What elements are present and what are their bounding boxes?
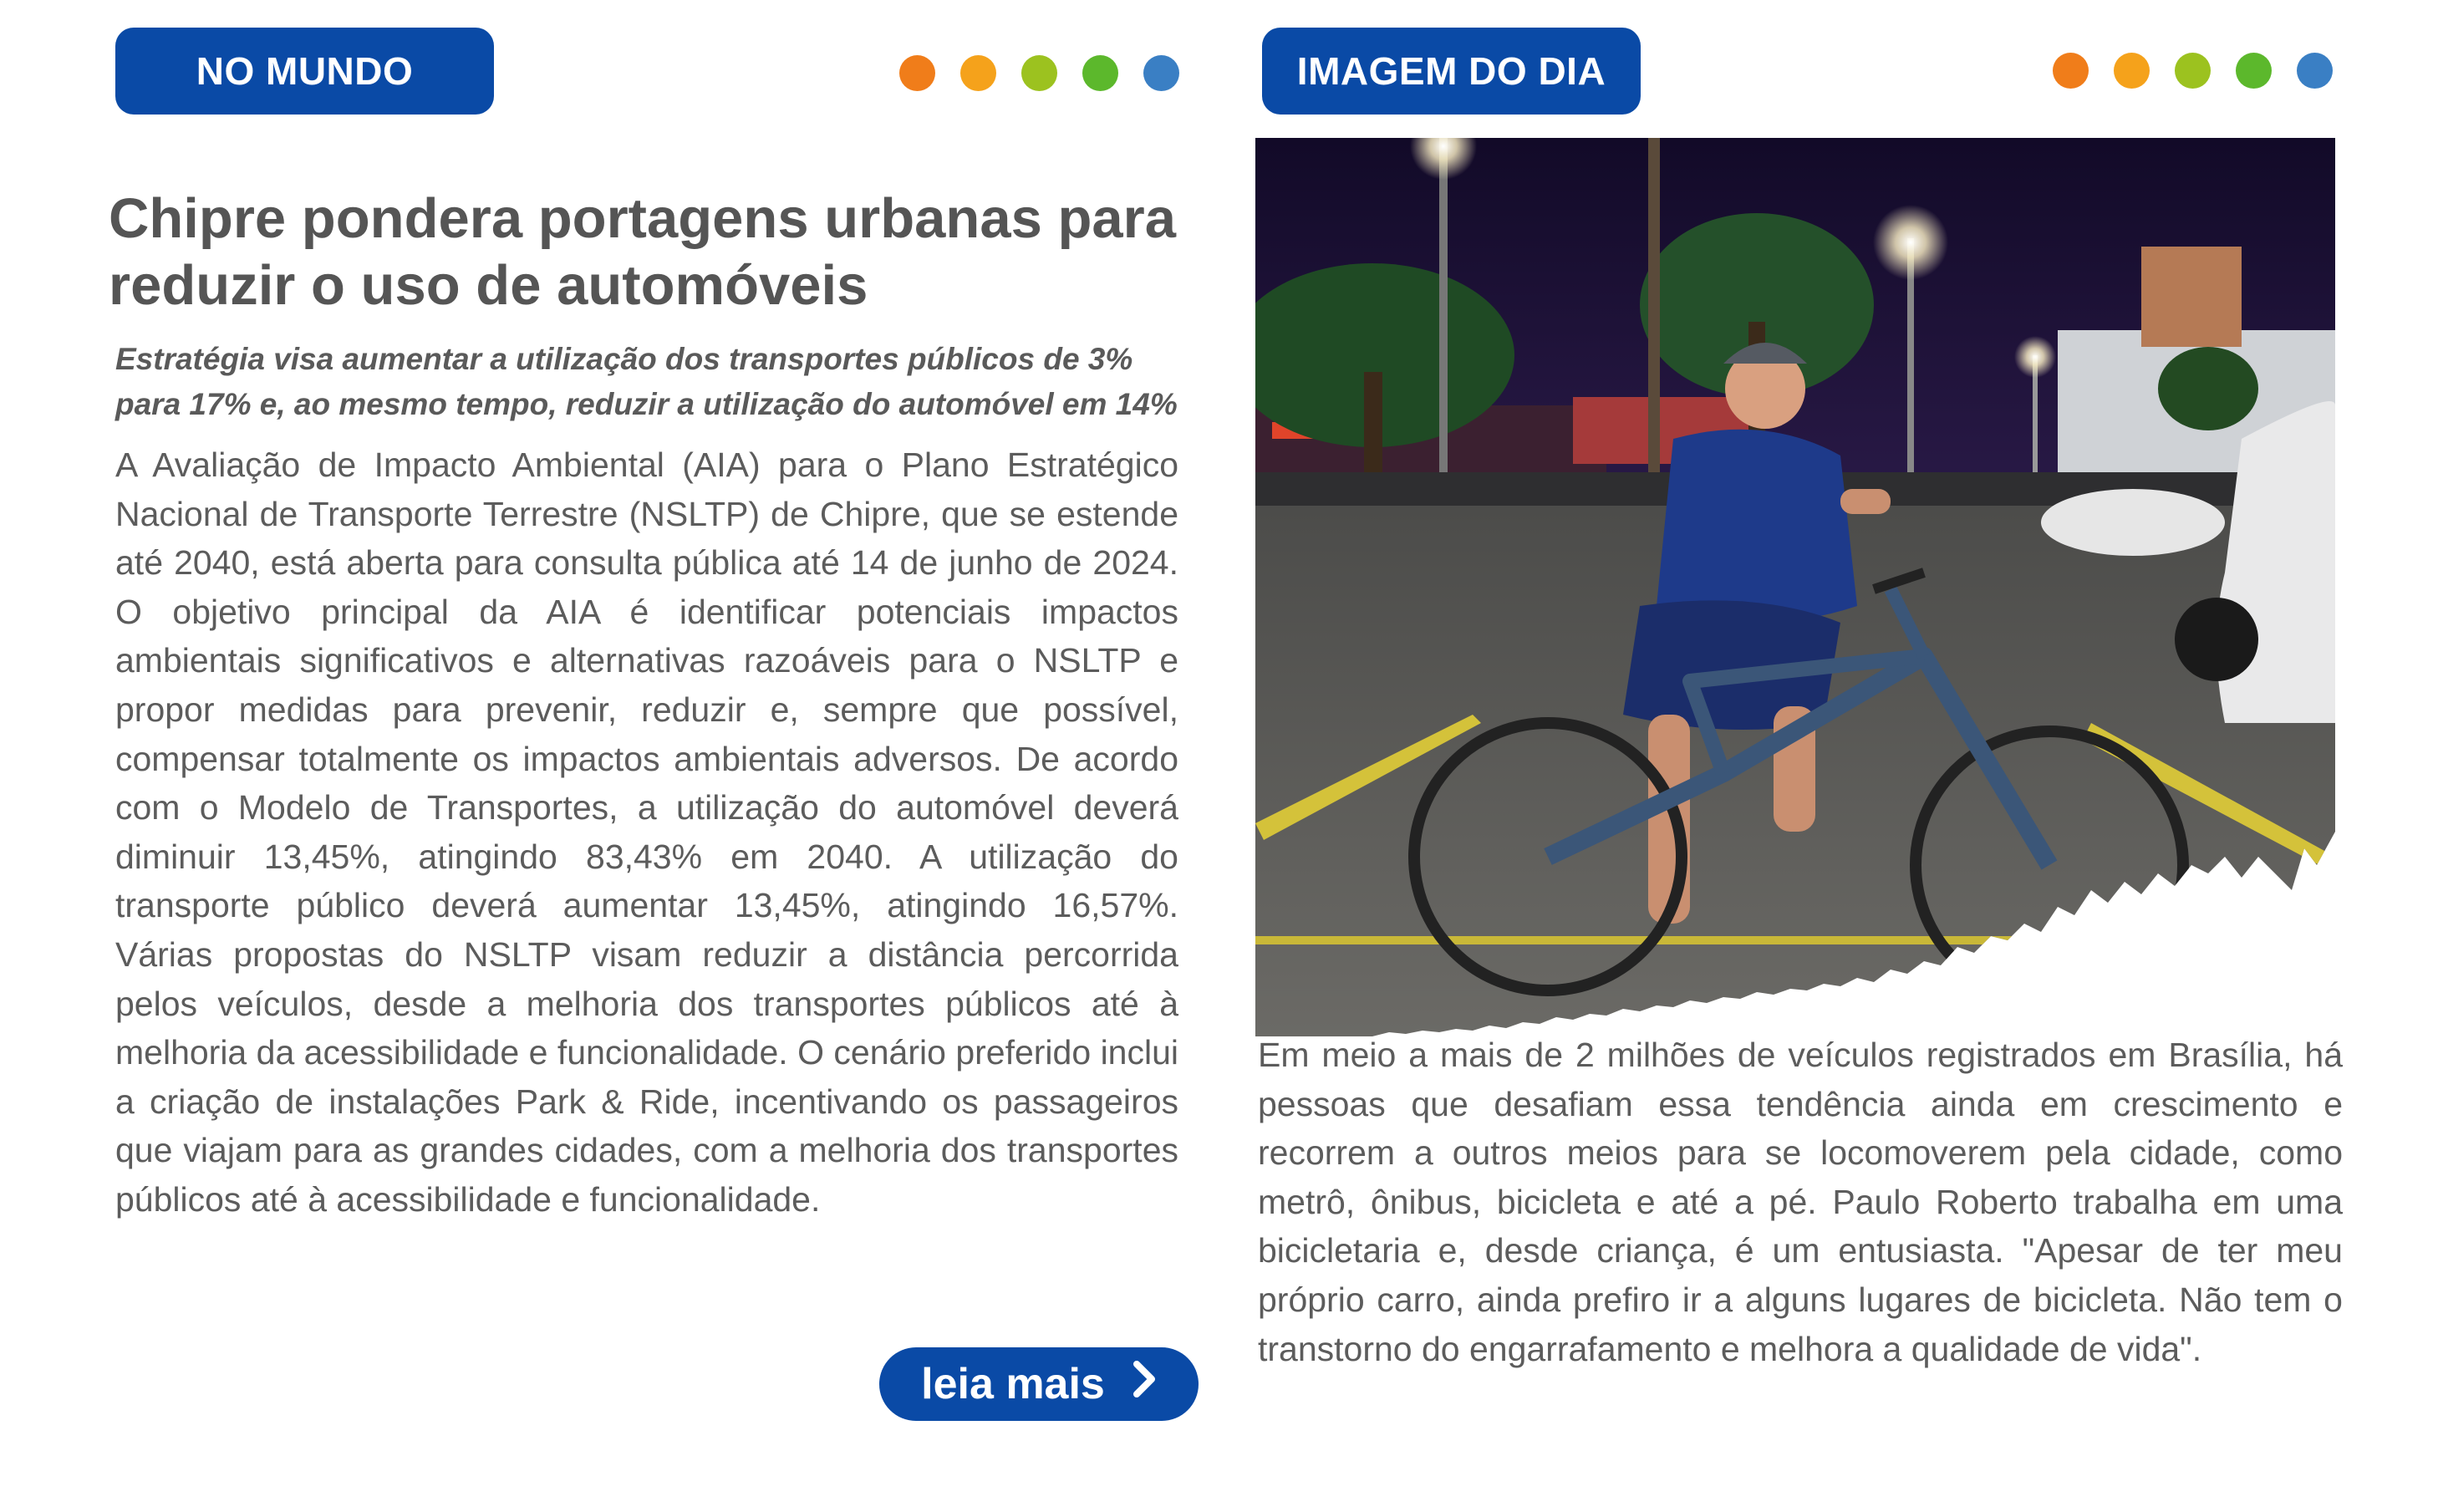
dot-amber — [2114, 53, 2150, 89]
dot-blue — [2297, 53, 2333, 89]
chevron-right-icon — [1132, 1358, 1157, 1410]
section-label-no-mundo: NO MUNDO — [115, 28, 494, 115]
dot-green — [2236, 53, 2272, 89]
photo-caption: Em meio a mais de 2 milhões de veículos registrados em Brasília, há pessoas que desafiam essa tendência ainda em crescimento e recorrem a outros meios para se locomoverem pela cidade, como metrô, ônibus, bicicleta e até a pé. Paulo Roberto trabalha em uma bicicletaria e, desde criança, é um entusiasta. "Apesar de ter meu próprio carro, ainda prefiro ir a alguns lugares de bicicleta. Não tem o transtorno do engarrafamento e melhora a qualidade de vida". — [1258, 1036, 2343, 1368]
dot-amber — [960, 55, 996, 91]
decorative-dots — [899, 55, 1204, 92]
dot-blue — [1143, 55, 1179, 91]
dot-lime — [2175, 53, 2211, 89]
article-subheadline: Estratégia visa aumentar a utilização dos transportes públicos de 3% para 17% e, ao mesmo tempo, reduzir a utilização do automóvel em 14% — [115, 342, 1178, 421]
dot-lime — [1021, 55, 1057, 91]
dot-orange — [2053, 53, 2089, 89]
article-headline: Chipre pondera portagens urbanas para reduzir o uso de automóveis — [109, 187, 1176, 317]
section-label-imagem-do-dia: IMAGEM DO DIA — [1262, 28, 1641, 115]
photo-cyclist-parking-lot — [1255, 138, 2335, 1036]
decorative-dots — [2053, 53, 2358, 89]
dot-orange — [899, 55, 935, 91]
article-body: A Avaliação de Impacto Ambiental (AIA) para o Plano Estratégico Nacional de Transporte Terrestre (NSLTP) de Chipre, que se estende até 2040, está aberta para consulta pública até 14 de junho de 2024. O objetivo principal da AIA é identificar potenciais impactos ambientais significativos e alternativas razoáveis para o NSLTP e propor medidas para prevenir, reduzir e, sempre que possível, compensar totalmente os impactos ambientais adversos. De acordo com o Modelo de Transportes, a utilização do automóvel deverá diminuir 13,45%, atingindo 83,43% em 2040. A utilização do transporte público deverá aumentar 13,45%, atingindo 16,57%. Várias propostas do NSLTP visam reduzir a distância percorrida pelos veículos, desde a melhoria dos transportes públicos até à melhoria da acessibilidade e funcionalidade. O cenário preferido inclui a criação de instalações Park & Ride, incentivando os passageiros que viajam para as grandes cidades, com a melhoria dos transportes públicos até à acessibilidade e funcionalidade. — [115, 445, 1178, 1219]
dot-green — [1082, 55, 1118, 91]
read-more-button[interactable] — [879, 1347, 1199, 1421]
read-more-label: leia mais — [921, 1360, 1105, 1408]
